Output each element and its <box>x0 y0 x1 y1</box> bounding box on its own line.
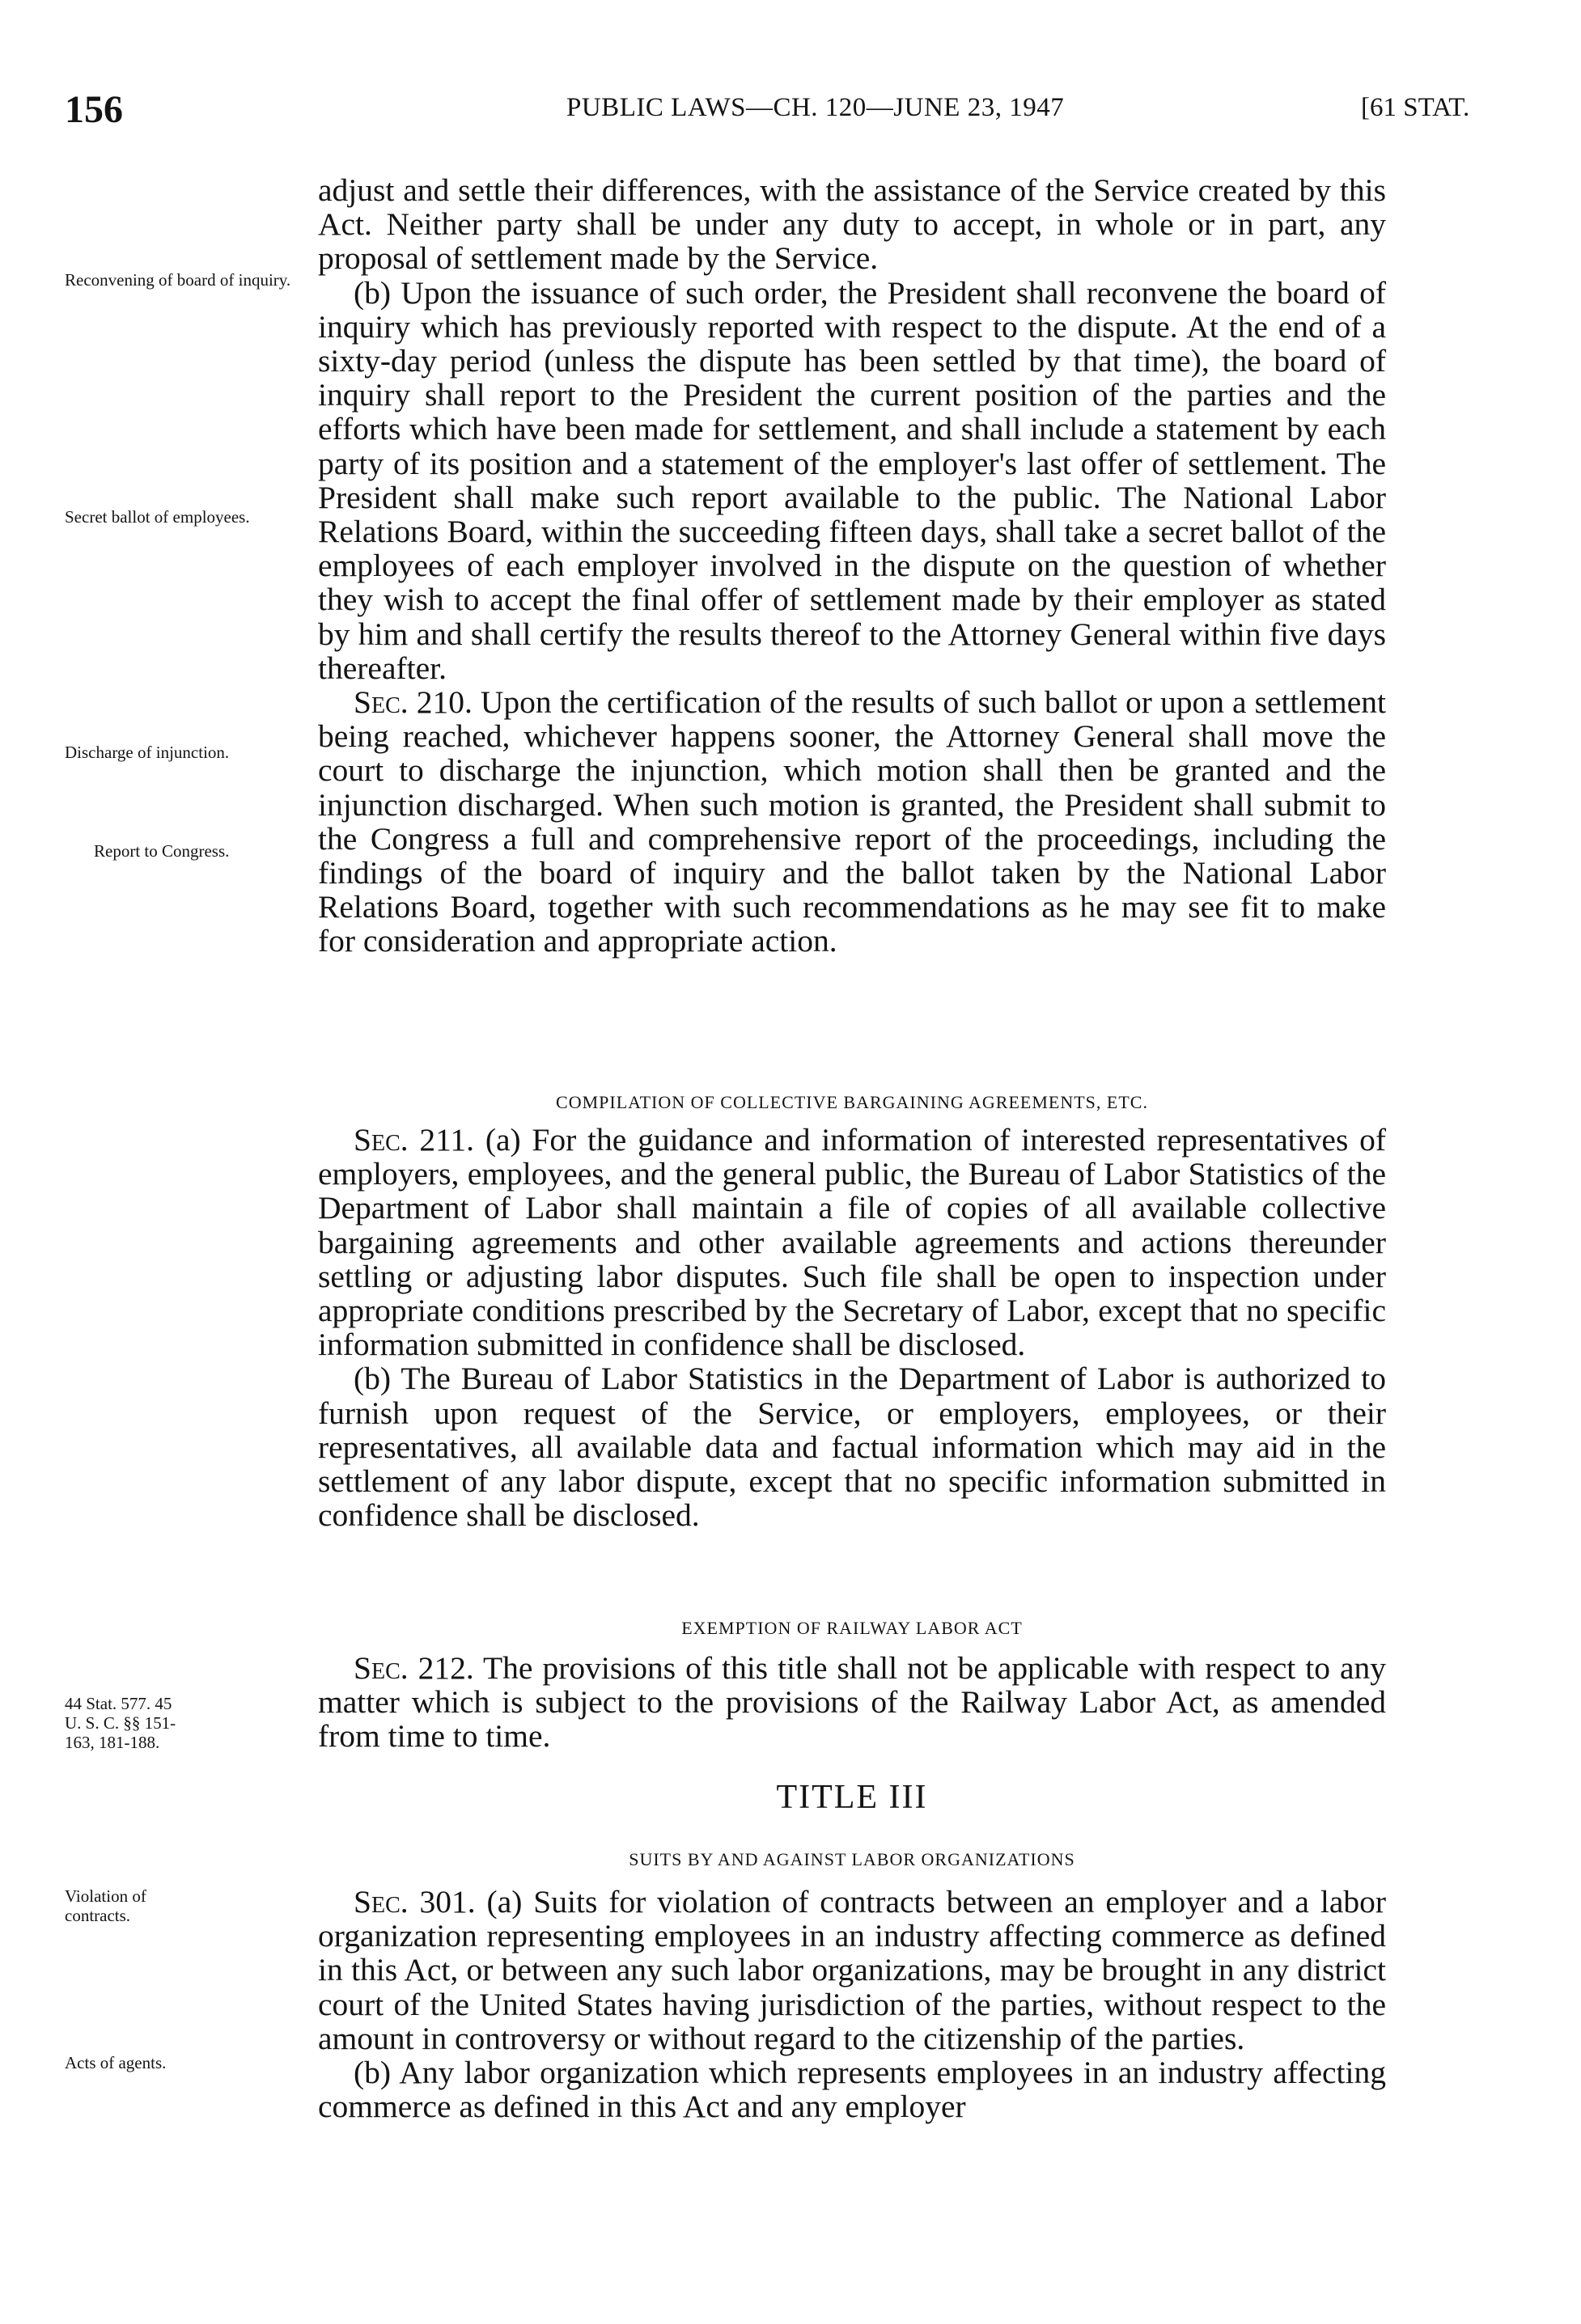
section-211a <box>318 1123 1386 1361</box>
section-212-text: 212. The provisions of this title shall not be applicable with respect to any matter which is subject to the provisions of the Railway Labor Act, as amended from time to time. <box>318 1650 1387 1755</box>
body-block-1 <box>318 173 1386 959</box>
margin-note-discharge: Discharge of injunction. <box>65 743 230 762</box>
margin-note-acts: Acts of agents. <box>65 2053 167 2072</box>
heading-compilation: COMPILATION OF COLLECTIVE BARGAINING AGREEMENTS, ETC. <box>556 1092 1148 1112</box>
sec-label: Sec. <box>354 1122 409 1158</box>
section-301a <box>318 1885 1386 2055</box>
heading-suits: SUITS BY AND AGAINST LABOR ORGANIZATIONS <box>629 1849 1075 1869</box>
section-210-text: 210. Upon the certification of the results of such ballot or upon a settlement being reached, whichever happens sooner, the Attorney General shall move the court to discharge the injunction, which motion shall then be granted and the injunction discharged. When such motion is granted, the President shall submit to the Congress a full and comprehensive report of the proceedings, including the findings of the board of inquiry and the ballot taken by the National Labor Relations Board, together with such recommendations as he may see fit to make for consideration and appropriate action. <box>318 684 1386 959</box>
sec-label: Sec. <box>354 684 409 721</box>
section-211b: (b) The Bureau of Labor Statistics in the Department of Labor is authorized to furnish upon request of the Service, or employers, employees, or their representatives, all available data and factual information which may aid in the settlement of any labor dispute, except that no specific information submitted in confidence shall be disclosed. <box>318 1361 1386 1534</box>
title-iii: TITLE III <box>776 1779 928 1816</box>
running-header-statute: [61 STAT. <box>1361 93 1470 122</box>
margin-note-violation: Violation of contracts. <box>65 1886 146 1925</box>
margin-note-citation: 44 Stat. 577. 45 U. S. C. §§ 151-163, 181-188. <box>65 1694 176 1752</box>
section-210 <box>318 685 1386 959</box>
section-212 <box>318 1651 1386 1754</box>
body-block-4 <box>318 1885 1386 2123</box>
paragraph-continuation: adjust and settle their differences, with the assistance of the Service created by this Act. Neither party shall be under any duty to accept, in whole or in part, any proposal of settlement made by the Service. <box>318 172 1386 277</box>
running-header-title: PUBLIC LAWS—CH. 120—JUNE 23, 1947 <box>566 93 1065 122</box>
margin-note-secret-ballot: Secret ballot of employees. <box>65 507 250 527</box>
body-block-2 <box>318 1123 1386 1532</box>
paragraph-b: (b) Upon the issuance of such order, the President shall reconvene the board of inquiry which has previously reported with respect to the dispute. At the end of a sixty-day period (unless the dispute has been settled by that time), the board of inquiry shall report to the President the current position of the parties and the efforts which have been made for settlement, and shall include a statement by each party of its position and a statement of the employer's last offer of settlement. The President shall make such report available to the public. The National Labor Relations Board, within the succeeding fifteen days, shall take a secret ballot of the employees of each employer involved in the dispute on the question of whether they wish to accept the final offer of settlement made by their employer as stated by him and shall certify the results thereof to the Attorney General within five days thereafter. <box>318 274 1386 686</box>
sec-label: Sec. <box>354 1884 409 1920</box>
sec-label: Sec. <box>354 1650 409 1686</box>
margin-note-reconvening: Reconvening of board of inquiry. <box>65 270 291 290</box>
section-301a-text: 301. (a) Suits for violation of contracts between an employer and a labor organization representing employees in an industry affecting commerce as defined in this Act, or between any such labor organizations, may be brought in any district court of the United States having jurisdiction of the parties, without respect to the amount in controversy or without regard to the citizenship of the parties. <box>318 1884 1387 2056</box>
margin-note-report: Report to Congress. <box>94 841 230 861</box>
body-block-3 <box>318 1651 1386 1754</box>
section-301b: (b) Any labor organization which represents employees in an industry affecting commerce as defined in this Act and any employer <box>318 2055 1386 2125</box>
section-211a-text: 211. (a) For the guidance and information of interested representatives of employers, employees, and the general public, the Bureau of Labor Statistics of the Department of Labor shall maintain a file of copies of all available collective bargaining agreements and other available agreements and actions thereunder settling or adjusting labor disputes. Such file shall be open to inspection under appropriate conditions prescribed by the Secretary of Labor, except that no specific information submitted in confidence shall be disclosed. <box>318 1122 1386 1363</box>
heading-exemption: EXEMPTION OF RAILWAY LABOR ACT <box>681 1618 1023 1638</box>
page-number: 156 <box>65 88 123 131</box>
